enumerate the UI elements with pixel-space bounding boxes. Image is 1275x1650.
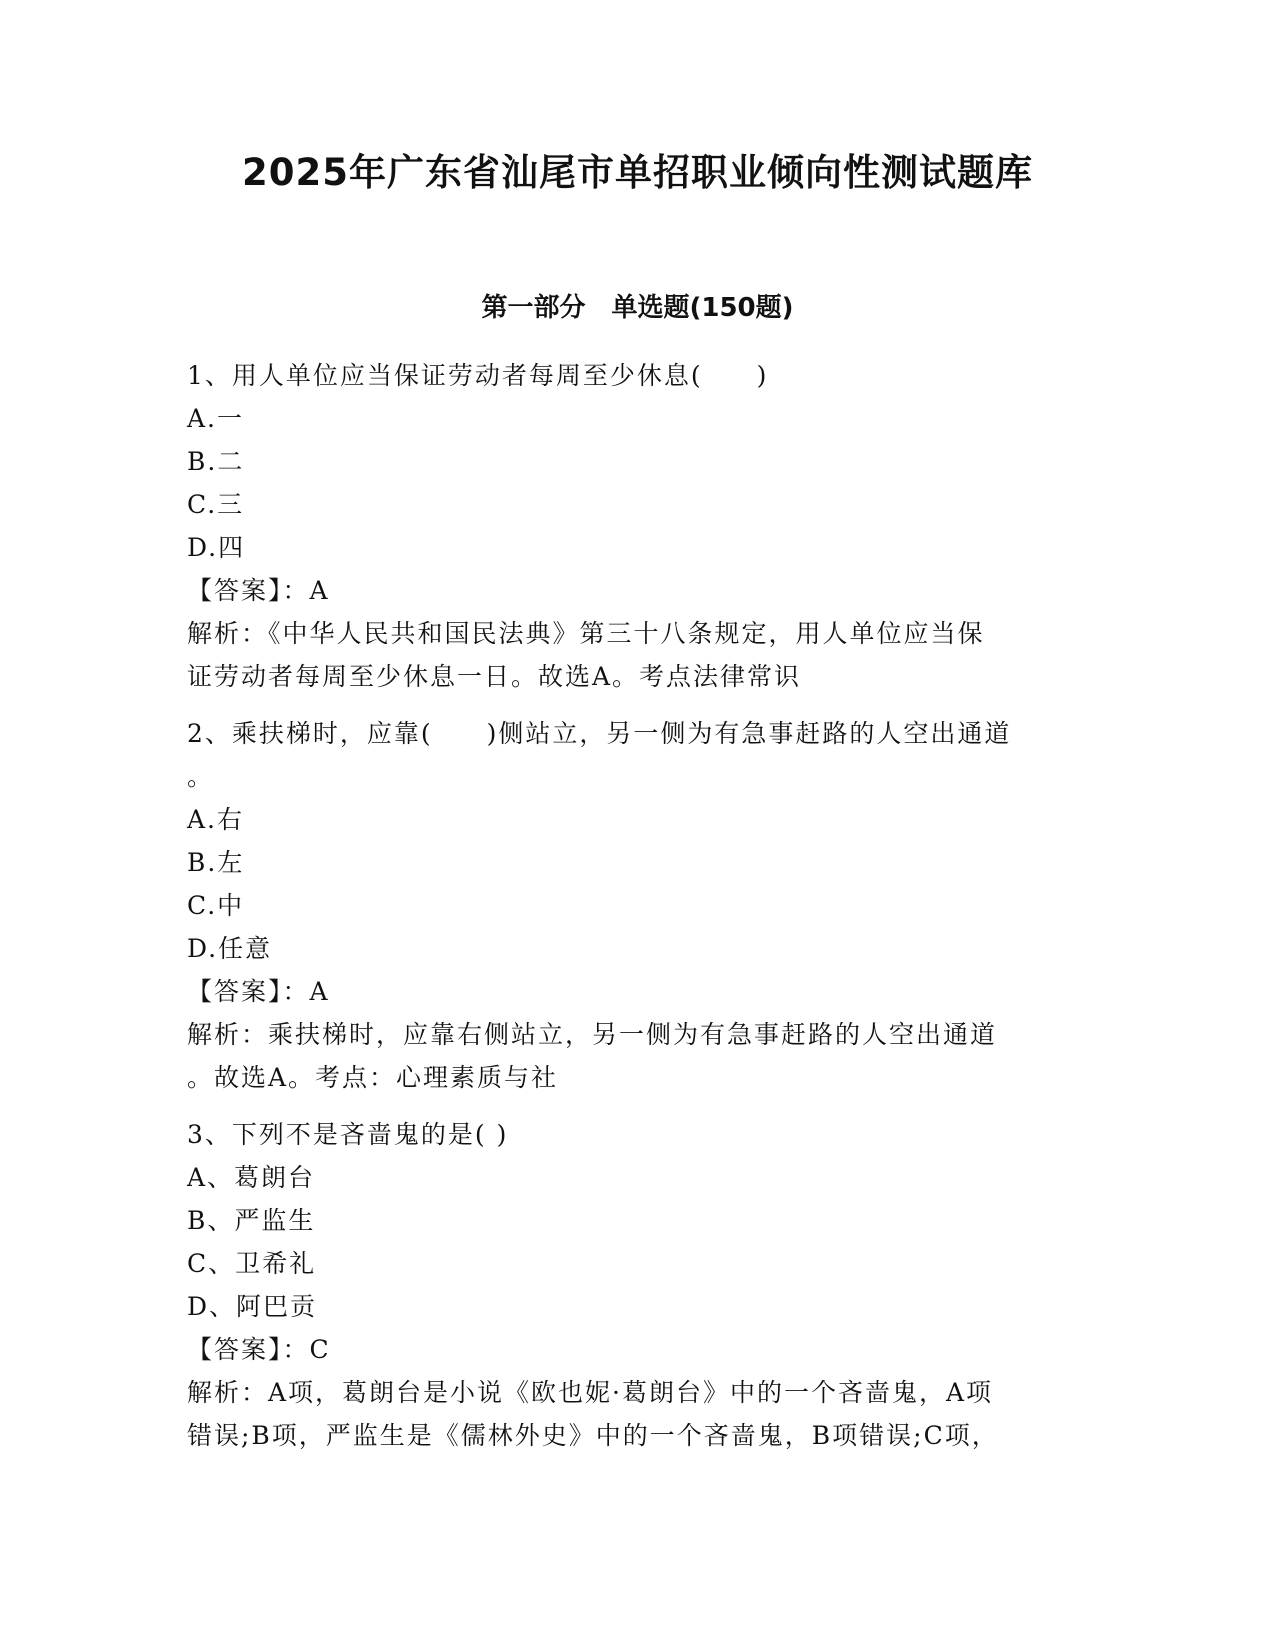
question-1 — [187, 354, 1087, 698]
question-3 — [187, 1113, 1087, 1457]
option-b: B、严监生 — [187, 1206, 316, 1235]
question-stem-continued: 。 — [187, 762, 215, 791]
answer: 【答案】：C — [187, 1335, 331, 1364]
section-title: 第一部分 单选题(150题) — [481, 293, 794, 323]
option-c: C.中 — [187, 891, 245, 920]
question-2 — [187, 712, 1087, 1099]
question-stem: 1、用人单位应当保证劳动者每周至少休息( ) — [187, 361, 769, 390]
explanation-line: 解析：《中华人民共和国民法典》第三十八条规定，用人单位应当保 — [187, 619, 985, 648]
answer: 【答案】：A — [187, 576, 330, 605]
option-c: C.三 — [187, 490, 245, 519]
option-a: A、葛朗台 — [187, 1163, 316, 1192]
explanation-line: 证劳动者每周至少休息一日。故选A。考点法律常识 — [187, 662, 802, 691]
option-a: A.一 — [187, 404, 245, 433]
option-d: D、阿巴贡 — [187, 1292, 318, 1321]
document-title: 2025年广东省汕尾市单招职业倾向性测试题库 — [242, 151, 1033, 194]
option-a: A.右 — [187, 805, 245, 834]
option-b: B.左 — [187, 848, 245, 877]
explanation-line: 。故选A。考点：心理素质与社 — [187, 1063, 559, 1092]
question-list — [187, 354, 1087, 1471]
question-stem: 2、乘扶梯时，应靠( )侧站立，另一侧为有急事赶路的人空出通道 — [187, 719, 1012, 748]
answer: 【答案】：A — [187, 977, 330, 1006]
question-stem: 3、下列不是吝啬鬼的是( ) — [187, 1120, 509, 1149]
explanation-line: 解析：乘扶梯时，应靠右侧站立，另一侧为有急事赶路的人空出通道 — [187, 1020, 998, 1049]
explanation-line: 错误;B项，严监生是《儒林外史》中的一个吝啬鬼，B项错误;C项， — [187, 1421, 999, 1450]
option-d: D.四 — [187, 533, 246, 562]
option-b: B.二 — [187, 447, 245, 476]
option-c: C、卫希礼 — [187, 1249, 317, 1278]
option-d: D.任意 — [187, 934, 273, 963]
explanation-line: 解析：A项，葛朗台是小说《欧也妮·葛朗台》中的一个吝啬鬼，A项 — [187, 1378, 994, 1407]
